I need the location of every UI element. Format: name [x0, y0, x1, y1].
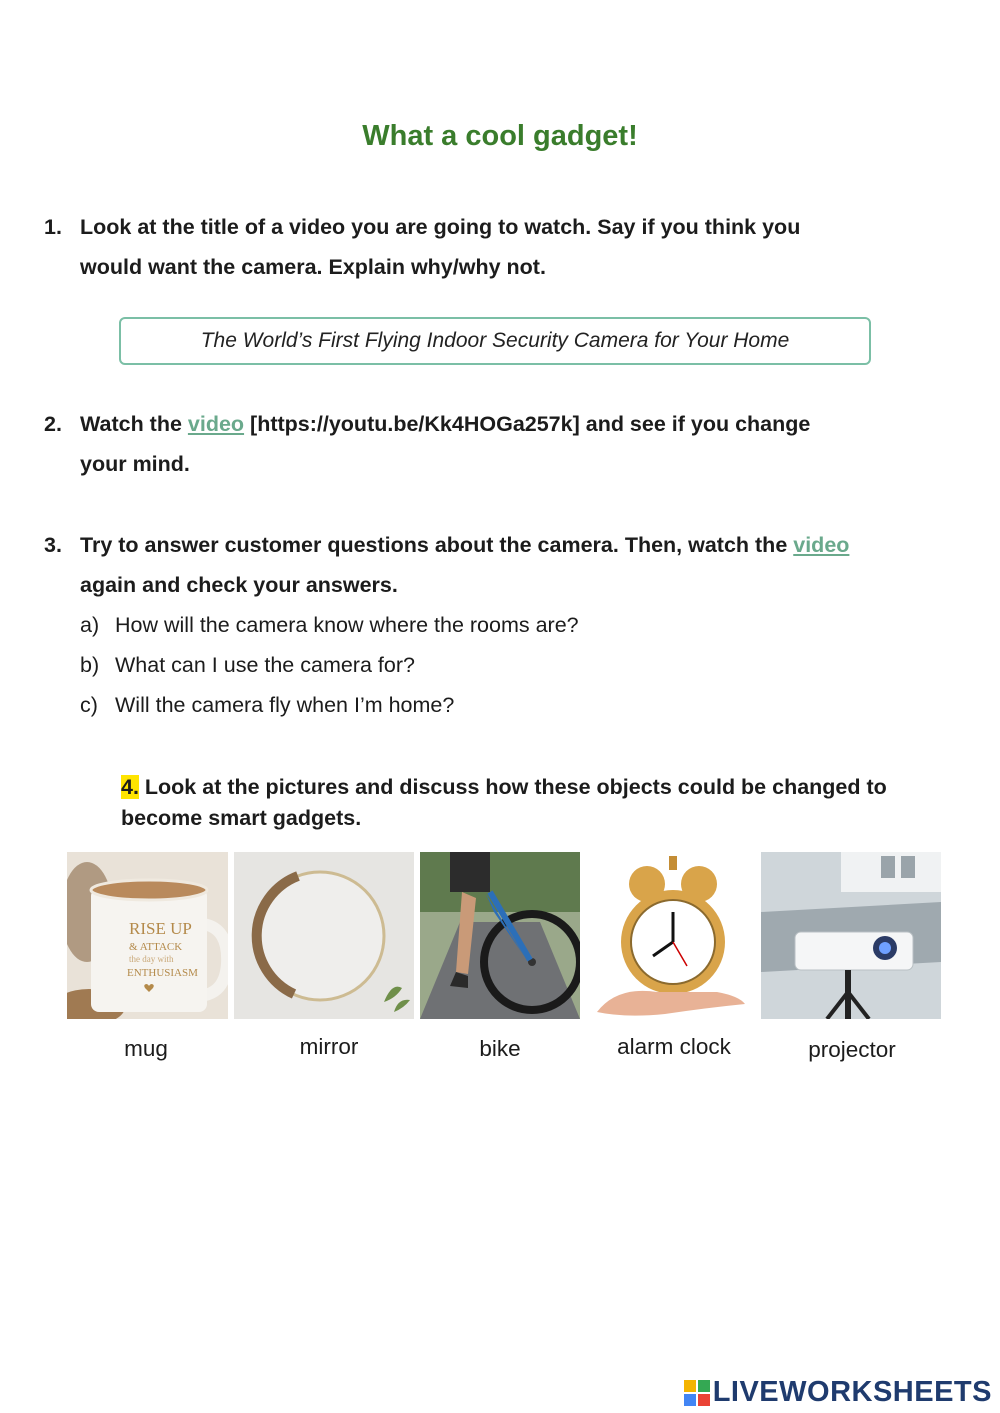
question-2: [0, 404, 1000, 484]
question-4: [121, 772, 981, 834]
mug-print-line: the day with: [129, 954, 174, 964]
sub-letter: c): [80, 693, 98, 717]
page-title: What a cool gadget!: [362, 120, 638, 152]
projector-illustration: [761, 852, 941, 1019]
sub-letter: b): [80, 653, 100, 677]
sub-text: What can I use the camera for?: [115, 653, 415, 677]
question-text: become smart gadgets.: [121, 806, 362, 830]
caption-alarm-clock: alarm clock: [617, 1034, 731, 1059]
question-1: [0, 207, 1000, 287]
question-line: [80, 525, 960, 565]
question-line: Look at the title of a video you are going to watch. Say if you think you: [80, 215, 801, 239]
sub-question-c: [0, 685, 1000, 725]
question-number: 1.: [44, 215, 62, 239]
question-line: again and check your answers.: [80, 573, 398, 597]
bike-illustration: [420, 852, 580, 1019]
question-text: [https://youtu.be/Kk4HOGa257k] and see if you change: [244, 412, 811, 436]
sub-question-b: [0, 645, 1000, 685]
mug-print-line: ENTHUSIASM: [127, 967, 198, 979]
question-text: Watch the: [80, 412, 188, 436]
sub-letter: a): [80, 613, 100, 637]
sub-text: Will the camera fly when I’m home?: [115, 693, 455, 717]
alarm-clock-image: [595, 852, 748, 1019]
caption-mirror: mirror: [299, 1034, 359, 1059]
bike-image: [420, 852, 580, 1019]
mirror-image: [234, 852, 414, 1019]
question-line: would want the camera. Explain why/why not.: [80, 255, 546, 279]
question-line: [80, 404, 960, 444]
question-line: your mind.: [80, 452, 190, 476]
mug-print-line: & ATTACK: [129, 941, 183, 953]
alarm-clock-illustration: [595, 852, 748, 1019]
brand-text: LIVEWORKSHEETS: [712, 1376, 992, 1408]
caption-mug: mug: [124, 1036, 168, 1061]
video-link[interactable]: video: [187, 412, 245, 436]
liveworksheets-logo: [684, 1376, 992, 1409]
logo-grid-icon: [684, 1380, 710, 1406]
question-number: 4.: [121, 775, 139, 799]
video-link[interactable]: video: [793, 533, 850, 557]
question-3: [0, 525, 1000, 605]
projector-image: [761, 852, 941, 1019]
question-number: 3.: [44, 533, 62, 557]
mug-image: [67, 852, 228, 1019]
question-number: 2.: [44, 412, 62, 436]
caption-projector: projector: [808, 1037, 896, 1062]
video-title-box: The World’s First Flying Indoor Security Camera for Your Home: [119, 317, 871, 365]
mug-illustration: [67, 852, 228, 1019]
sub-question-a: [0, 605, 1000, 645]
sub-text: How will the camera know where the rooms are?: [115, 613, 579, 637]
caption-bike: bike: [479, 1036, 521, 1061]
mug-print-line: RISE UP: [129, 919, 192, 938]
mirror-illustration: [234, 852, 414, 1019]
question-text: Look at the pictures and discuss how these objects could be changed to: [138, 775, 887, 799]
question-text: Try to answer customer questions about the camera. Then, watch the: [80, 533, 794, 557]
